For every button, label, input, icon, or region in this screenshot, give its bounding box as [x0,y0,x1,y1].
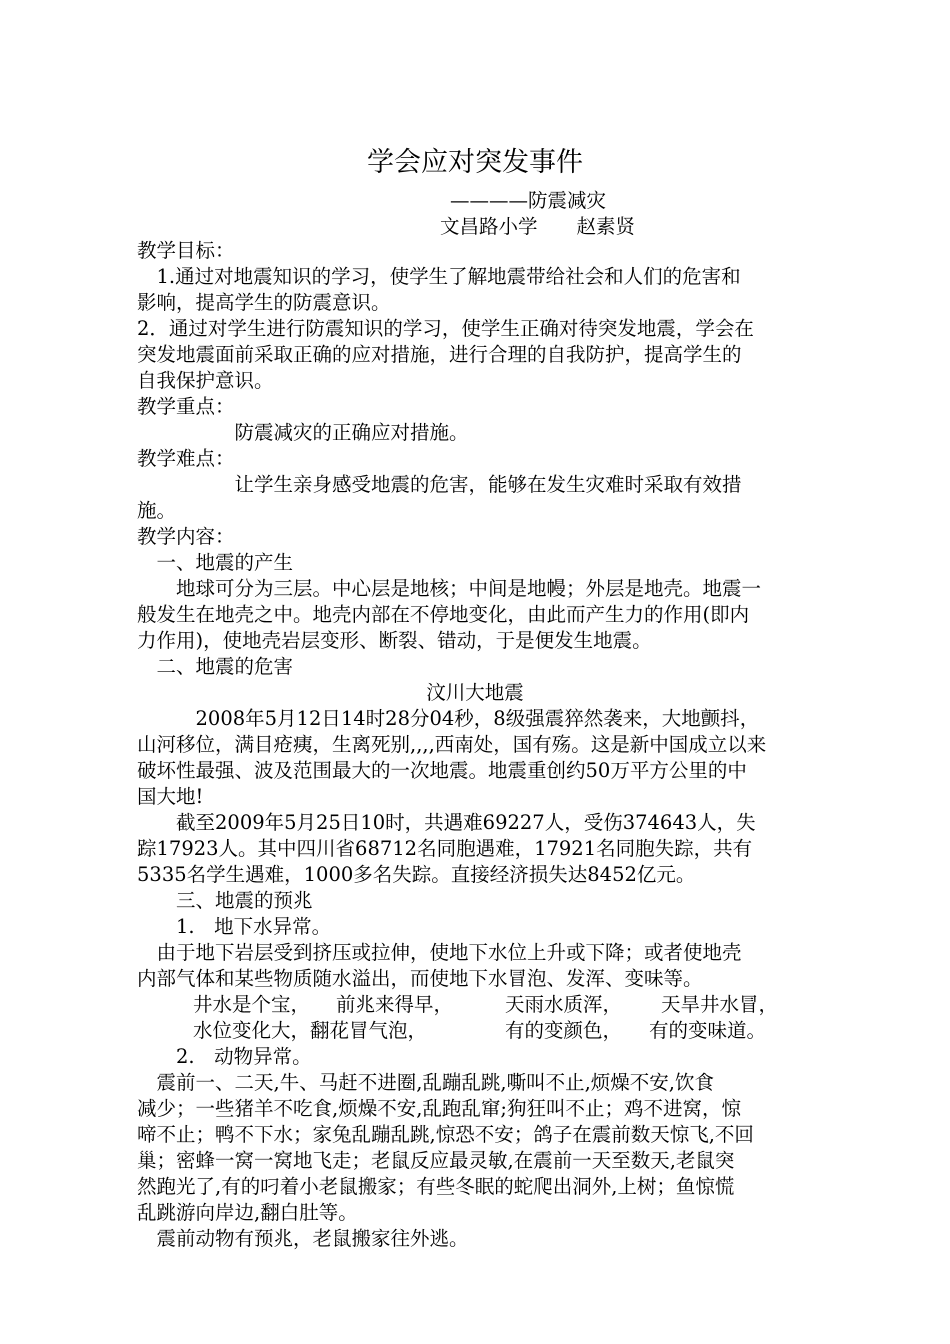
text-line: 影响，提高学生的防震意识。 [137,291,391,314]
document-title: 学会应对突发事件 [367,147,583,178]
text-line: 国大地! [137,785,204,808]
text-line: 踪17923人。其中四川省68712名同胞遇难，17921名同胞失踪，共有 [137,837,753,860]
rhyme-phrase: 天旱井水冒， [661,993,779,1016]
text-line: 然跑光了,有的叼着小老鼠搬家；有些冬眠的蛇爬出洞外,上树；鱼惊慌 [137,1175,735,1198]
section-heading-goals: 教学目标： [137,239,235,262]
rhyme-phrase: 前兆来得早， [336,993,454,1016]
list-item-heading: 2. 动物异常。 [137,1045,312,1068]
text-line: 防震减灾的正确应对措施。 [137,421,469,444]
text-line: 地球可分为三层。中心层是地核；中间是地幔；外层是地壳。地震一 [137,577,762,600]
text-line: 截至2009年5月25日10时，共遇难69227人，受伤374643人，失 [137,811,756,834]
rhyme-phrase: 井水是个宝， [193,993,311,1016]
text-line: 震前动物有预兆，老鼠搬家往外逃。 [137,1227,469,1250]
text-line: 乱跳游向岸边,翻白肚等。 [137,1201,358,1224]
rhyme-phrase: 水位变化大， [193,1019,311,1042]
subsection-heading: 三、地震的预兆 [137,889,313,912]
text-line: 5335名学生遇难，1000多名失踪。直接经济损失达8452亿元。 [137,863,696,886]
text-line: 破坏性最强、波及范围最大的一次地震。地震重创约50万平方公里的中 [137,759,747,782]
text-line: 内部气体和某些物质随水溢出，而使地下水冒泡、发浑、变味等。 [137,967,703,990]
text-line: 让学生亲身感受地震的危害，能够在发生灾难时采取有效措 [137,473,742,496]
text-line: 2．通过对学生进行防震知识的学习，使学生正确对待突发地震，学会在 [137,317,754,340]
text-line: 震前一、二天,牛、马赶不进圈,乱蹦乱跳,嘶叫不止,烦燥不安,饮食 [137,1071,714,1094]
rhyme-phrase: 有的变味道。 [649,1019,767,1042]
text-line: 2008年5月12日14时28分04秒，8级强震猝然袭来，大地颤抖， [137,707,760,730]
rhyme-phrase: 有的变颜色， [505,1019,623,1042]
rhyme-phrase: 天雨水质浑， [505,993,623,1016]
text-line: 山河移位，满目疮痍，生离死别,,,,西南处，国有殇。这是新中国成立以来 [137,733,767,756]
text-line: 1.通过对地震知识的学习，使学生了解地震带给社会和人们的危害和 [137,265,741,288]
list-item-heading: 1. 地下水异常。 [137,915,332,938]
section-heading-focus: 教学重点： [137,395,235,418]
document-subtitle: ————防震减灾 [450,189,607,212]
rhyme-phrase: 翻花冒气泡， [310,1019,428,1042]
author-line: 文昌路小学 赵素贤 [440,215,636,238]
text-line: 突发地震面前采取正确的应对措施，进行合理的自我防护，提高学生的 [137,343,742,366]
subsection-heading: 一、地震的产生 [137,551,294,574]
text-line: 般发生在地壳之中。地壳内部在不停地变化，由此而产生力的作用(即内 [137,603,750,626]
section-heading-content: 教学内容： [137,525,235,548]
text-line: 啼不止；鸭不下水；家兔乱蹦乱跳,惊恐不安；鸽子在震前数天惊飞,不回 [137,1123,754,1146]
section-heading-difficulty: 教学难点： [137,447,235,470]
wenchuan-heading: 汶川大地震 [426,681,524,704]
text-line: 力作用)，使地壳岩层变形、断裂、错动，于是便发生地震。 [137,629,652,652]
subsection-heading: 二、地震的危害 [137,655,294,678]
text-line: 减少；一些猪羊不吃食,烦燥不安,乱跑乱窜;狗狂叫不止；鸡不进窝，惊 [137,1097,741,1120]
text-line: 施。 [137,499,177,522]
text-line: 自我保护意识。 [137,369,274,392]
text-line: 由于地下岩层受到挤压或拉伸，使地下水位上升或下降；或者使地壳 [137,941,742,964]
text-line: 巢；密蜂一窝一窝地飞走；老鼠反应最灵敏,在震前一天至数天,老鼠突 [137,1149,735,1172]
